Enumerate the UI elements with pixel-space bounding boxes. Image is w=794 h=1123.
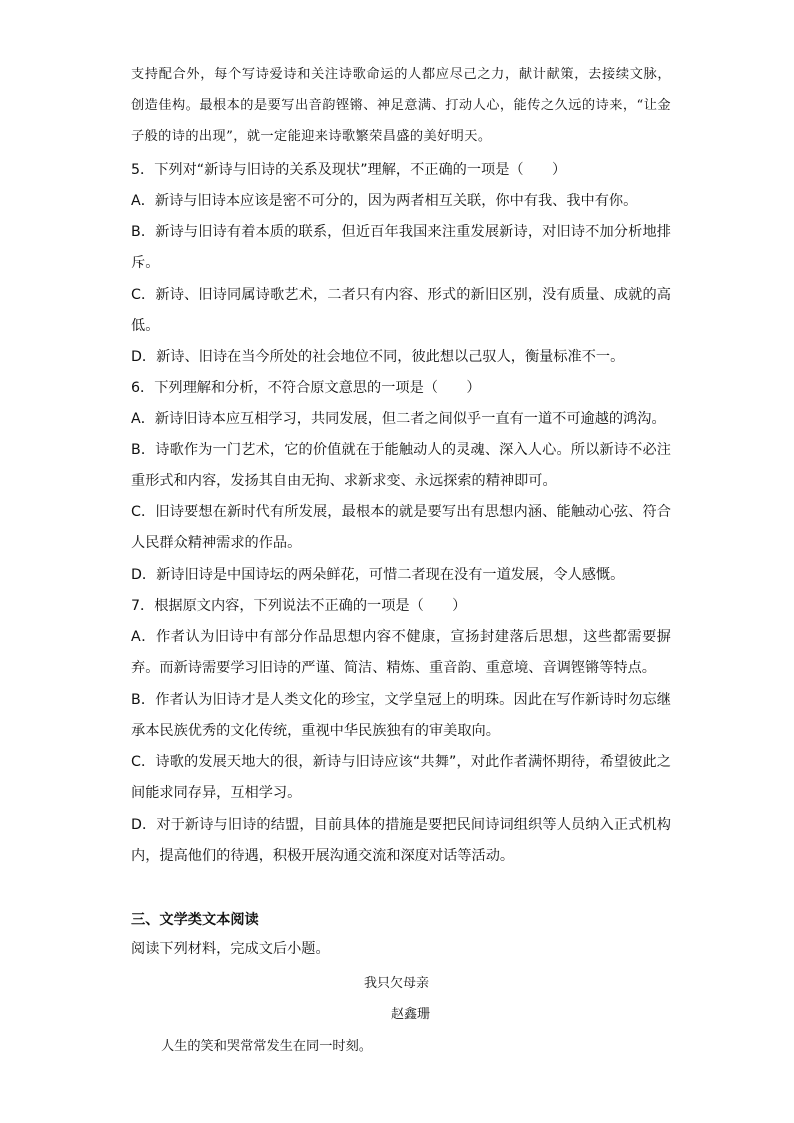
- passage-tail: 支持配合外，每个写诗爱诗和关注诗歌命运的人都应尽己之力，献计献策，去接续文脉，创造佳构。最根本的是要写出音韵铿锵、神足意满、打动人心，能传之久远的诗来，“让金子般的诗的出现”，就一定能迎来诗歌繁荣昌盛的美好明天。: [131, 67, 671, 144]
- question-7-option-c: C．诗歌的发展天地大的很，新诗与旧诗应该“共舞”，对此作者满怀期待，希望彼此之间能求同存异，互相学习。: [131, 754, 671, 801]
- question-5-option-b: B．新诗与旧诗有着本质的联系，但近百年我国来注重发展新诗，对旧诗不加分析地排斥。: [131, 224, 671, 271]
- article-first-line: 人生的笑和哭常常发生在同一时刻。: [161, 1039, 372, 1054]
- question-6-stem: 6．下列理解和分析，不符合原文意思的一项是（ ）: [131, 380, 481, 396]
- question-6-option-a: A．新诗旧诗本应互相学习，共同发展，但二者之间似乎一直有一道不可逾越的鸿沟。: [131, 411, 666, 427]
- question-5-option-c: C．新诗、旧诗同属诗歌艺术，二者只有内容、形式的新旧区别，没有质量、成就的高低。: [131, 287, 671, 334]
- question-6-option-b: B．诗歌作为一门艺术，它的价值就在于能触动人的灵魂、深入人心。所以新诗不必注重形式和内容，发扬其自由无拘、求新求变、永远探索的精神即可。: [131, 442, 671, 489]
- question-7-option-d: D．对于新诗与旧诗的结盟，目前具体的措施是要把民间诗词组织等人员纳入正式机构内，提高他们的待遇，积极开展沟通交流和深度对话等活动。: [131, 817, 671, 864]
- section-heading: 三、文学类文本阅读: [131, 912, 259, 928]
- question-5-option-d: D．新诗、旧诗在当今所处的社会地位不同，彼此想以己驭人，衡量标准不一。: [131, 349, 625, 365]
- question-6-option-d: D．新诗旧诗是中国诗坛的两朵鲜花，可惜二者现在没有一道发展，令人感慨。: [131, 567, 625, 583]
- question-5-stem: 5．下列对“新诗与旧诗的关系及现状”理解，不正确的一项是（ ）: [131, 162, 567, 178]
- question-7-option-b: B．作者认为旧诗才是人类文化的珍宝，文学皇冠上的明珠。因此在写作新诗时勿忘继承本民族优秀的文化传统，重视中华民族独有的审美取向。: [131, 692, 671, 739]
- article-author: 赵鑫珊: [391, 1007, 431, 1022]
- question-6-option-c: C．旧诗要想在新时代有所发展，最根本的就是要写出有思想内涵、能触动心弦、符合人民群众精神需求的作品。: [131, 504, 671, 551]
- question-7-stem: 7．根据原文内容，下列说法不正确的一项是（ ）: [131, 598, 467, 614]
- section-intro: 阅读下列材料，完成文后小题。: [131, 941, 330, 957]
- article-title: 我只欠母亲: [364, 976, 430, 991]
- question-5-option-a: A．新诗与旧诗本应该是密不可分的，因为两者相互关联，你中有我、我中有你。: [131, 193, 638, 209]
- question-7-option-a: A．作者认为旧诗中有部分作品思想内容不健康，宣扬封建落后思想，这些都需要摒弃。而新诗需要学习旧诗的严谨、简洁、精炼、重音韵、重意境、音调铿锵等特点。: [131, 629, 671, 676]
